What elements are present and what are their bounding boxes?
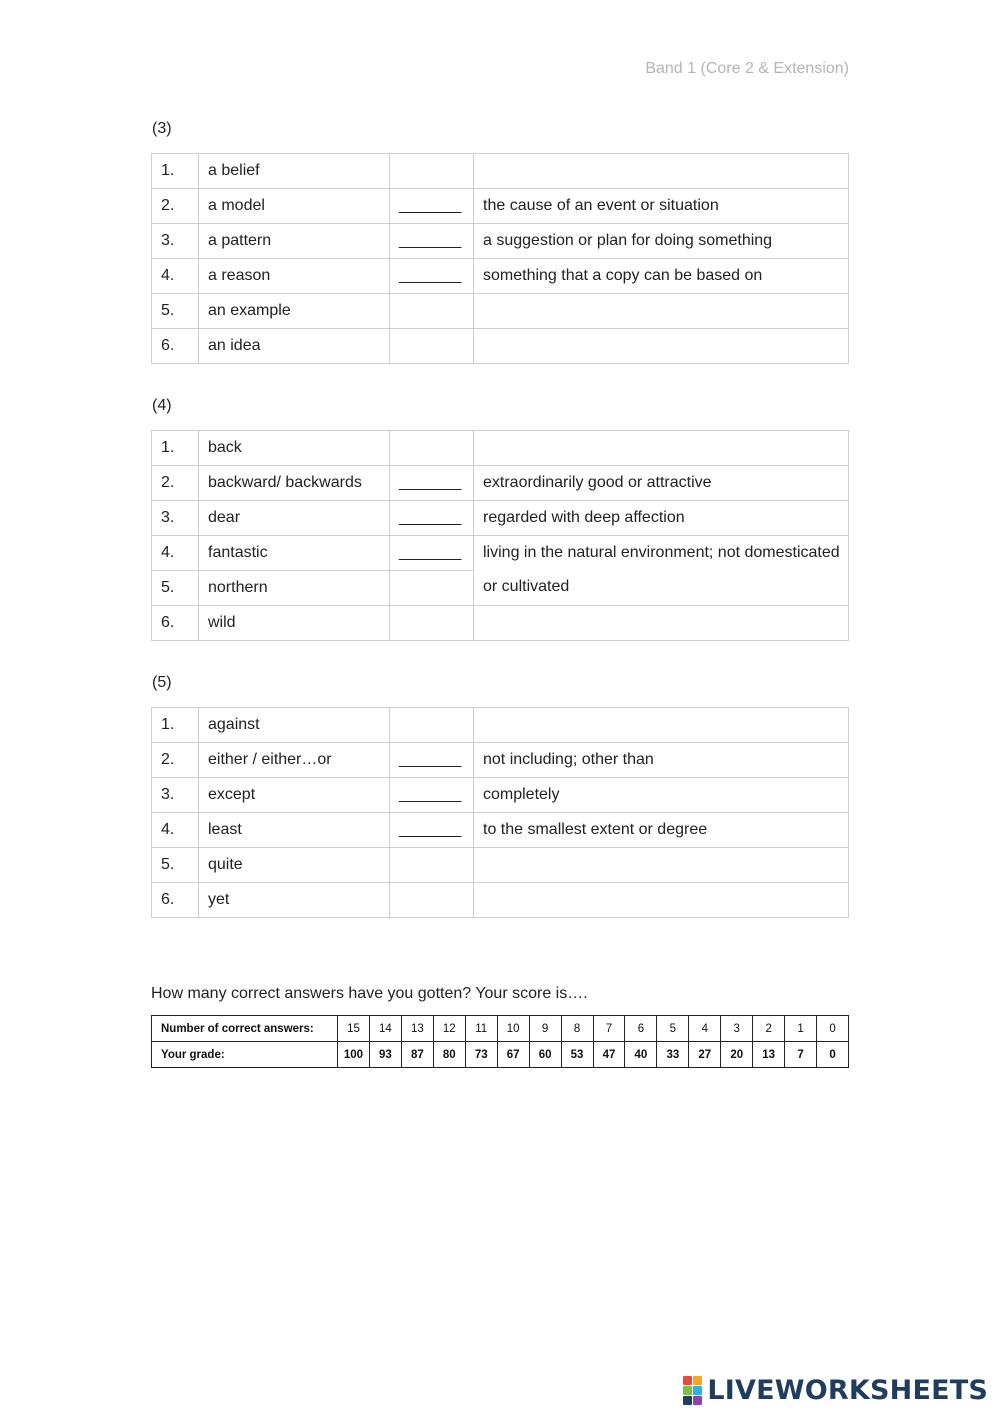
correct-count-cell: 3	[721, 1016, 753, 1042]
grade-cell: 20	[721, 1042, 753, 1068]
matching-table	[151, 153, 849, 364]
item-number: 3.	[152, 224, 199, 259]
answer-blank	[390, 708, 474, 743]
logo-square	[693, 1386, 702, 1395]
item-number: 2.	[152, 189, 199, 224]
answer-blank[interactable]: _______	[390, 259, 474, 294]
answer-blank[interactable]: _______	[390, 466, 474, 501]
definition	[474, 294, 849, 329]
table-row	[152, 883, 849, 918]
logo-icon	[683, 1376, 702, 1405]
item-word: backward/ backwards	[199, 466, 390, 501]
table-row	[152, 813, 849, 848]
item-number: 6.	[152, 606, 199, 641]
table-row	[152, 431, 849, 466]
definition	[474, 431, 849, 466]
grade-cell: 100	[338, 1042, 370, 1068]
logo-square	[693, 1376, 702, 1385]
table-row	[152, 189, 849, 224]
definition: to the smallest extent or degree	[474, 813, 849, 848]
table-row	[152, 536, 849, 571]
item-word: a model	[199, 189, 390, 224]
section-label: (4)	[152, 397, 172, 414]
item-word: quite	[199, 848, 390, 883]
item-number: 4.	[152, 259, 199, 294]
answer-blank	[390, 606, 474, 641]
answer-blank[interactable]: _______	[390, 778, 474, 813]
correct-count-cell: 7	[593, 1016, 625, 1042]
correct-count-cell: 15	[338, 1016, 370, 1042]
item-number: 3.	[152, 778, 199, 813]
correct-count-cell: 1	[785, 1016, 817, 1042]
definition: something that a copy can be based on	[474, 259, 849, 294]
correct-count-cell: 5	[657, 1016, 689, 1042]
definition: the cause of an event or situation	[474, 189, 849, 224]
item-word: least	[199, 813, 390, 848]
answer-blank	[390, 883, 474, 918]
table-row	[152, 743, 849, 778]
definition	[474, 154, 849, 189]
item-number: 1.	[152, 708, 199, 743]
correct-count-cell: 8	[561, 1016, 593, 1042]
grade-cell: 60	[529, 1042, 561, 1068]
definition: living in the natural environment; not domesticated or cultivated	[474, 536, 849, 606]
answer-blank[interactable]: _______	[390, 189, 474, 224]
answer-blank[interactable]: _______	[390, 224, 474, 259]
answer-blank	[390, 848, 474, 883]
correct-count-cell: 14	[369, 1016, 401, 1042]
logo-square	[693, 1396, 702, 1405]
answer-blank	[390, 431, 474, 466]
logo-square	[683, 1376, 692, 1385]
logo-square	[683, 1396, 692, 1405]
item-number: 5.	[152, 294, 199, 329]
grade-cell: 27	[689, 1042, 721, 1068]
table-row	[152, 154, 849, 189]
item-number: 5.	[152, 571, 199, 606]
correct-answers-row	[152, 1016, 849, 1042]
correct-count-cell: 0	[817, 1016, 849, 1042]
grade-cell: 67	[497, 1042, 529, 1068]
correct-count-cell: 12	[433, 1016, 465, 1042]
answer-blank[interactable]: _______	[390, 501, 474, 536]
correct-count-cell: 11	[465, 1016, 497, 1042]
matching-table	[151, 707, 849, 918]
grade-cell: 13	[753, 1042, 785, 1068]
grade-cell: 40	[625, 1042, 657, 1068]
table-row	[152, 708, 849, 743]
correct-count-cell: 13	[401, 1016, 433, 1042]
item-word: except	[199, 778, 390, 813]
item-number: 6.	[152, 883, 199, 918]
grade-cell: 7	[785, 1042, 817, 1068]
definition: not including; other than	[474, 743, 849, 778]
item-word: either / either…or	[199, 743, 390, 778]
matching-table	[151, 430, 849, 641]
table-row	[152, 466, 849, 501]
definition	[474, 708, 849, 743]
definition	[474, 329, 849, 364]
definition: regarded with deep affection	[474, 501, 849, 536]
item-word: northern	[199, 571, 390, 606]
item-word: against	[199, 708, 390, 743]
section-label: (5)	[152, 674, 172, 691]
answer-blank[interactable]: _______	[390, 536, 474, 571]
grade-cell: 47	[593, 1042, 625, 1068]
logo-square	[683, 1386, 692, 1395]
grade-cell: 80	[433, 1042, 465, 1068]
section-label: (3)	[152, 120, 172, 137]
answer-blank[interactable]: _______	[390, 743, 474, 778]
table-row	[152, 224, 849, 259]
item-number: 2.	[152, 743, 199, 778]
item-number: 5.	[152, 848, 199, 883]
grade-cell: 33	[657, 1042, 689, 1068]
definition	[474, 848, 849, 883]
item-number: 1.	[152, 431, 199, 466]
correct-count-cell: 2	[753, 1016, 785, 1042]
answer-blank	[390, 329, 474, 364]
table-row	[152, 778, 849, 813]
definition	[474, 883, 849, 918]
table-row	[152, 329, 849, 364]
item-word: an example	[199, 294, 390, 329]
item-word: dear	[199, 501, 390, 536]
correct-count-cell: 10	[497, 1016, 529, 1042]
logo-text: LIVEWORKSHEETS	[707, 1375, 988, 1406]
definition: extraordinarily good or attractive	[474, 466, 849, 501]
item-word: wild	[199, 606, 390, 641]
definition: a suggestion or plan for doing something	[474, 224, 849, 259]
item-word: a pattern	[199, 224, 390, 259]
answer-blank[interactable]: _______	[390, 813, 474, 848]
grade-cell: 53	[561, 1042, 593, 1068]
item-number: 1.	[152, 154, 199, 189]
definition: completely	[474, 778, 849, 813]
table-row	[152, 294, 849, 329]
grade-label: Your grade:	[152, 1042, 338, 1068]
grade-cell: 93	[369, 1042, 401, 1068]
item-word: back	[199, 431, 390, 466]
table-row	[152, 848, 849, 883]
grade-cell: 0	[817, 1042, 849, 1068]
definition	[474, 606, 849, 641]
item-number: 2.	[152, 466, 199, 501]
item-number: 3.	[152, 501, 199, 536]
liveworksheets-logo	[683, 1375, 988, 1406]
table-row	[152, 501, 849, 536]
item-word: an idea	[199, 329, 390, 364]
item-number: 6.	[152, 329, 199, 364]
table-row	[152, 606, 849, 641]
page-header: Band 1 (Core 2 & Extension)	[645, 60, 849, 77]
item-word: fantastic	[199, 536, 390, 571]
answer-blank	[390, 154, 474, 189]
grade-cell: 87	[401, 1042, 433, 1068]
score-question: How many correct answers have you gotten? Your score is….	[151, 985, 588, 1002]
item-word: a belief	[199, 154, 390, 189]
item-number: 4.	[152, 536, 199, 571]
grade-cell: 73	[465, 1042, 497, 1068]
item-number: 4.	[152, 813, 199, 848]
answer-blank	[390, 571, 474, 606]
correct-count-cell: 6	[625, 1016, 657, 1042]
grade-row	[152, 1042, 849, 1068]
item-word: a reason	[199, 259, 390, 294]
correct-count-cell: 4	[689, 1016, 721, 1042]
item-word: yet	[199, 883, 390, 918]
answer-blank	[390, 294, 474, 329]
correct-count-cell: 9	[529, 1016, 561, 1042]
score-table	[151, 1015, 849, 1068]
table-row	[152, 259, 849, 294]
correct-answers-label: Number of correct answers:	[152, 1016, 338, 1042]
